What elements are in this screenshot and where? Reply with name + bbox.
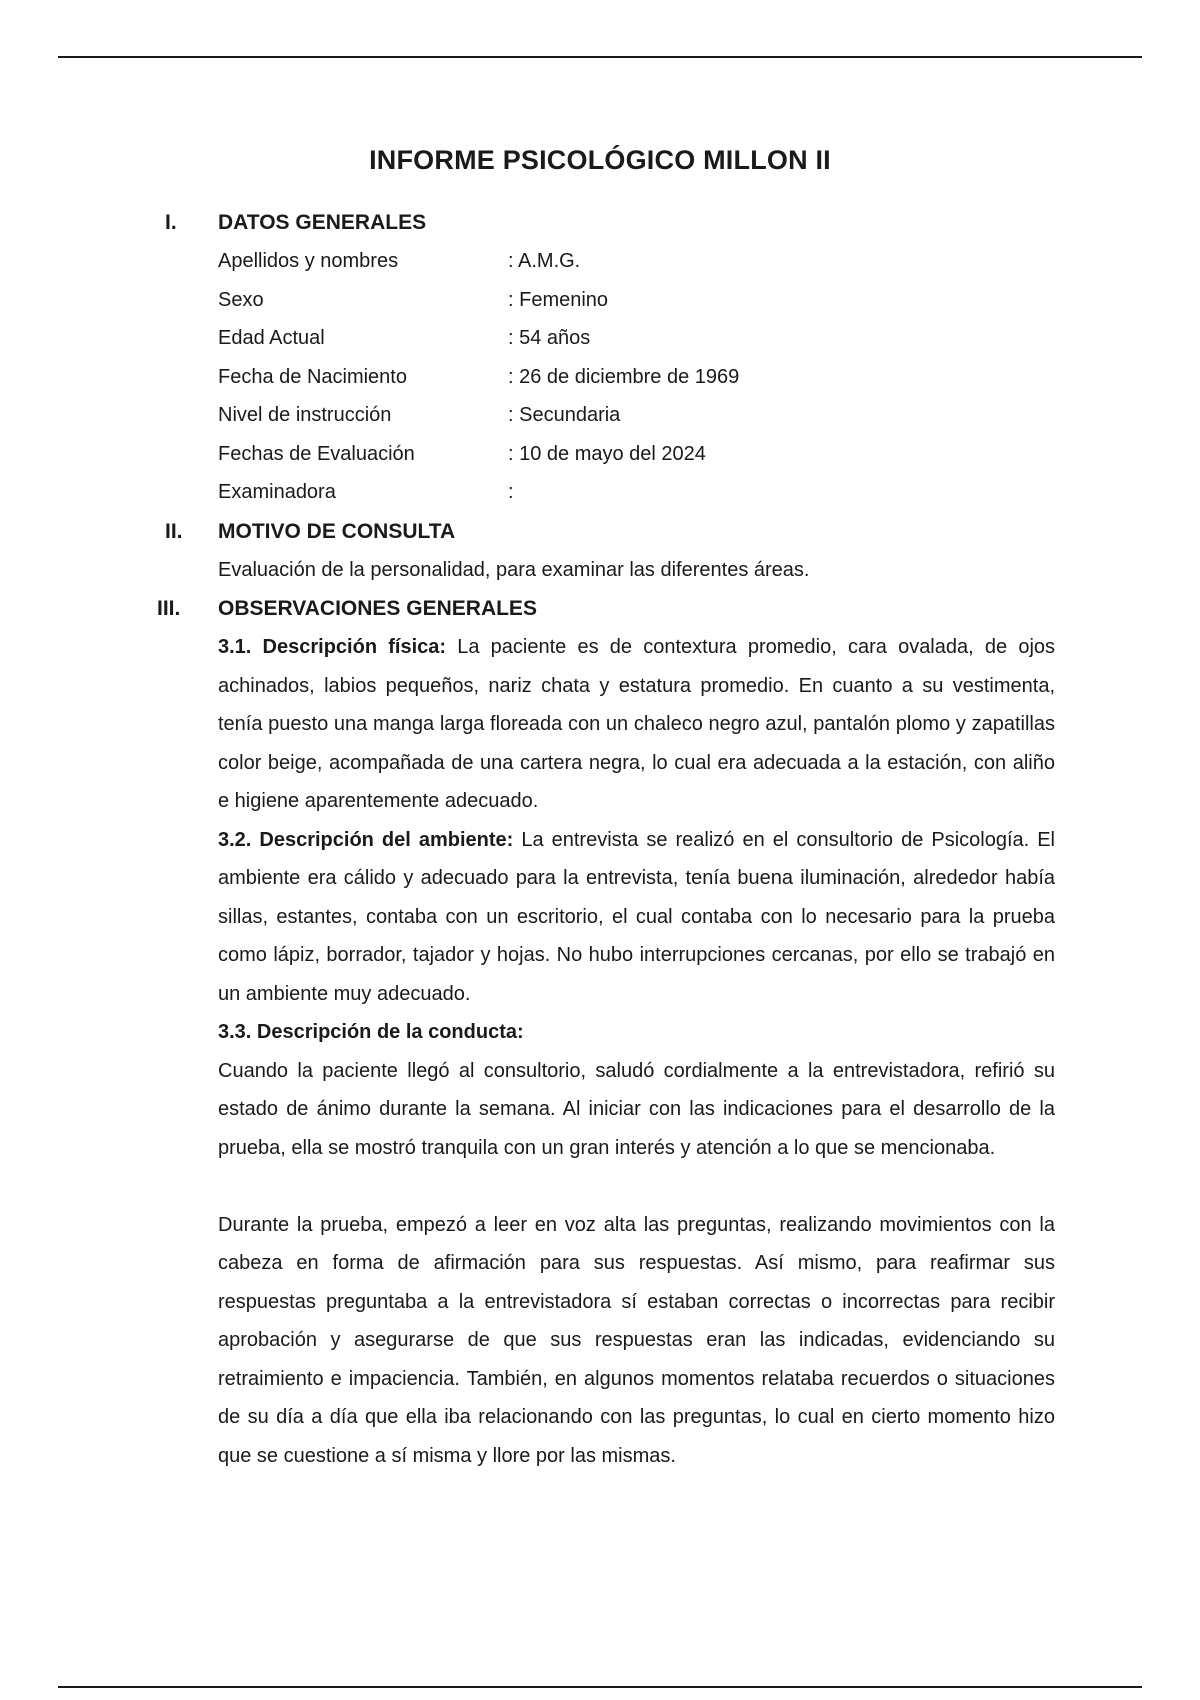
field-row-apellidos — [0, 242, 1200, 281]
field-row-edad — [0, 319, 1200, 358]
section-number: III. — [157, 597, 181, 620]
section-heading: DATOS GENERALES — [218, 211, 427, 234]
conducta-paragraph-2: Durante la prueba, empezó a leer en voz alta las preguntas, realizando movimientos con la cabeza en forma de afirmación para sus respuestas. Así mismo, para reafirmar sus respuestas preguntaba a la entrevistadora sí estaban correctas o incorrectas para recibir aprobación y asegurarse de que sus respuestas eran las indicadas, evidenciando su retraimiento e impaciencia. También, en algunos momentos relataba recuerdos o situaciones de su día a día que ella iba relacionando con las preguntas, lo cual en cierto momento hizo que se cuestione a sí misma y llore por las mismas. — [218, 1213, 1055, 1467]
field-value: : — [508, 481, 514, 503]
section-number: I. — [165, 211, 177, 234]
bottom-rule — [58, 1686, 1142, 1688]
field-value: : 26 de diciembre de 1969 — [508, 365, 740, 388]
field-row-sexo — [0, 281, 1200, 320]
conducta-paragraph-1: Cuando la paciente llegó al consultorio, saludó cordialmente a la entrevistadora, refirió su estado de ánimo durante la semana. Al iniciar con las indicaciones para el desarrollo de la prueba, ella se mostró tranquila con un gran interés y atención a lo que se mencionaba. — [218, 1059, 1055, 1159]
field-row-fecha-nacimiento — [0, 358, 1200, 397]
field-row-examinadora — [0, 473, 1200, 512]
motivo-consulta-text: Evaluación de la personalidad, para examinar las diferentes áreas. — [218, 558, 810, 581]
paragraph-gap — [0, 1167, 1200, 1206]
section-datos-generales-heading — [0, 203, 1200, 242]
section-heading: MOTIVO DE CONSULTA — [218, 519, 456, 543]
field-value: : Secundaria — [508, 404, 621, 426]
field-value: : A.M.G. — [508, 250, 581, 272]
section-motivo-consulta-heading — [0, 512, 1200, 551]
subsection-label: 3.2. Descripción del ambiente: — [218, 828, 514, 851]
field-label: Fechas de Evaluación — [218, 442, 415, 465]
field-label: Apellidos y nombres — [218, 250, 399, 272]
descripcion-ambiente-paragraph — [218, 821, 1055, 1014]
subsection-label: 3.1. Descripción física: — [218, 636, 447, 658]
section-heading: OBSERVACIONES GENERALES — [218, 597, 537, 620]
paragraph-text: La entrevista se realizó en el consultorio de Psicología. El ambiente era cálido y adecuado para la entrevista, tenía buena iluminación, alrededor había sillas, estantes, contaba con un escritorio, el cual contaba con lo necesario para la prueba como lápiz, borrador, tajador y hojas. No hubo interrupciones cercanas, por ello se trabajó en un ambiente muy adecuado. — [218, 828, 1055, 1005]
descripcion-conducta-label-line — [218, 1013, 1055, 1052]
field-label: Edad Actual — [218, 327, 325, 349]
field-value: : 54 años — [508, 327, 591, 349]
field-row-fechas-evaluacion — [0, 435, 1200, 474]
section-observaciones-heading — [0, 589, 1200, 628]
document-body — [0, 203, 1200, 1475]
field-label: Examinadora — [218, 481, 336, 503]
subsection-label: 3.3. Descripción de la conducta: — [218, 1021, 524, 1043]
field-value: : 10 de mayo del 2024 — [508, 442, 706, 465]
field-row-nivel-instruccion — [0, 396, 1200, 435]
top-rule — [58, 56, 1142, 58]
section-number: II. — [165, 519, 183, 543]
descripcion-fisica-paragraph — [218, 628, 1055, 821]
document-title: INFORME PSICOLÓGICO MILLON II — [369, 145, 831, 175]
field-value: : Femenino — [508, 288, 609, 311]
field-label: Fecha de Nacimiento — [218, 365, 407, 388]
field-label: Sexo — [218, 288, 264, 311]
field-label: Nivel de instrucción — [218, 404, 392, 426]
paragraph-text: La paciente es de contextura promedio, cara ovalada, de ojos achinados, labios pequeños, nariz chata y estatura promedio. En cuanto a su vestimenta, tenía puesto una manga larga floreada con un chaleco negro azul, pantalón plomo y zapatillas color beige, acompañada de una cartera negra, lo cual era adecuada a la estación, con aliño e higiene aparentemente adecuado. — [218, 636, 1056, 812]
